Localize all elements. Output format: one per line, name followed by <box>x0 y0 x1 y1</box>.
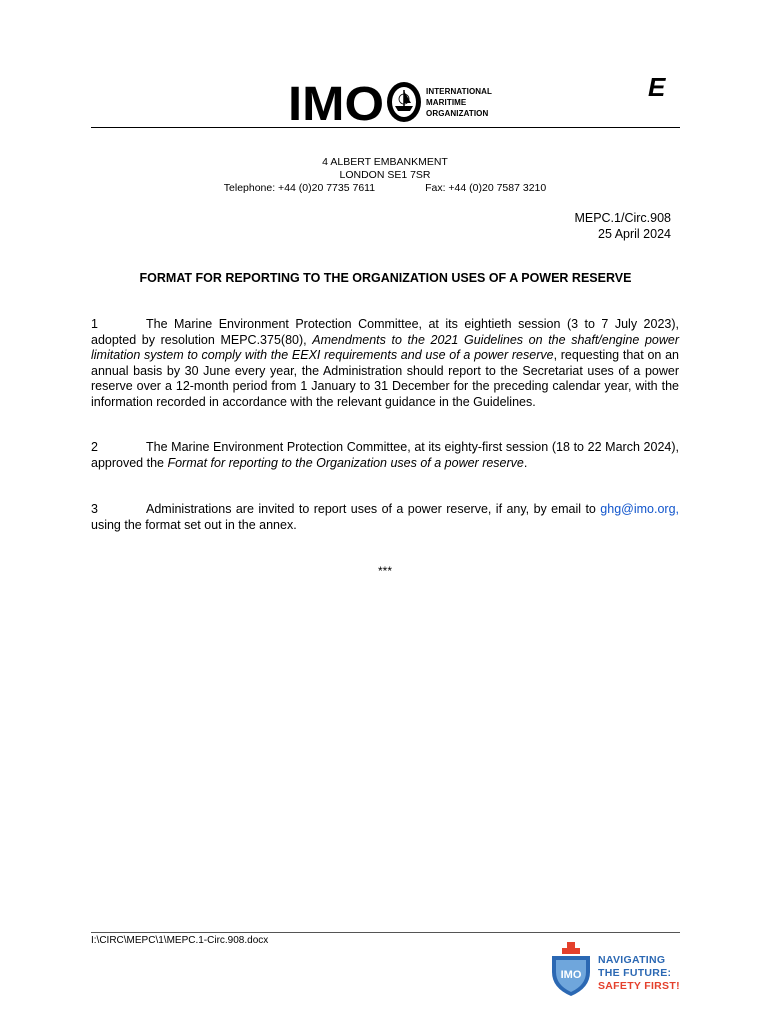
organization-name <box>426 86 492 119</box>
document-title: FORMAT FOR REPORTING TO THE ORGANIZATION USES OF A POWER RESERVE <box>139 271 632 285</box>
guidelines-title: Amendments to the 2021 Guidelines on the shaft/engine power limitation system to comply with the EEXI requirements and use of a power reserve <box>91 332 679 362</box>
paragraph-number: 2 <box>91 440 98 454</box>
email-link[interactable]: ghg@imo.org, <box>600 502 679 516</box>
org-line-1: INTERNATIONAL <box>426 86 493 96</box>
paragraph-number: 1 <box>91 317 98 331</box>
document-date: 25 April 2024 <box>598 227 671 241</box>
slogan-line-1: NAVIGATING <box>598 954 666 966</box>
address-line-2: LONDON SE1 7SR <box>339 169 431 181</box>
document-reference <box>574 210 671 242</box>
language-mark: E <box>648 72 666 102</box>
imo-logo <box>288 80 492 124</box>
file-path: I:\CIRC\MEPC\1\MEPC.1-Circ.908.docx <box>91 935 269 946</box>
slogan-line-3: SAFETY FIRST! <box>598 980 680 992</box>
paragraph-text: Administrations are invited to report uses of a power reserve, if any, by email to <box>146 502 601 516</box>
paragraph-text: , requesting that on an annual basis by 30 June every year, the Administration should report to the Secretariat uses of a power reserve over a 12-month period from 1 January to 31 December for the preceding calendar year, with the information recorded in accordance with the relevant guidance in the Guidelines. <box>91 348 679 409</box>
paragraph-number: 3 <box>91 502 98 516</box>
section-separator: *** <box>377 564 392 578</box>
fax: Fax: +44 (0)20 7587 3210 <box>425 182 547 194</box>
org-line-3: ORGANIZATION <box>426 108 489 118</box>
paragraph-text: The Marine Environment Protection Committee, at its eightieth session (3 to 7 July 2023), adopted by resolution MEPC.375(80), <box>91 317 679 347</box>
shield-icon <box>548 940 594 998</box>
header-divider <box>91 127 680 128</box>
telephone: Telephone: +44 (0)20 7735 7611 <box>223 182 376 194</box>
badge-text: IMO <box>560 969 582 981</box>
contact-line <box>0 182 770 195</box>
footer-divider <box>91 932 680 933</box>
address-line-1: 4 ALBERT EMBANKMENT <box>322 156 448 168</box>
logo-wordmark: IMO <box>288 80 384 124</box>
imo-logo-mark-icon <box>288 80 422 124</box>
paragraph-2 <box>91 440 679 471</box>
safety-slogan <box>598 954 680 993</box>
paragraph-1 <box>91 317 679 410</box>
document-symbol: MEPC.1/Circ.908 <box>574 211 671 225</box>
org-line-2: MARITIME <box>426 97 467 107</box>
paragraph-text: using the format set out in the annex. <box>91 517 297 532</box>
slogan-line-2: THE FUTURE: <box>598 967 672 979</box>
paragraph-text: The Marine Environment Protection Committee, at its eighty-first session (18 to 22 March 2024), approved the <box>91 440 679 470</box>
address-block <box>0 156 770 195</box>
paragraph-text: . <box>523 455 528 470</box>
format-title: Format for reporting to the Organization uses of a power reserve <box>167 455 524 470</box>
paragraph-3 <box>91 502 679 533</box>
